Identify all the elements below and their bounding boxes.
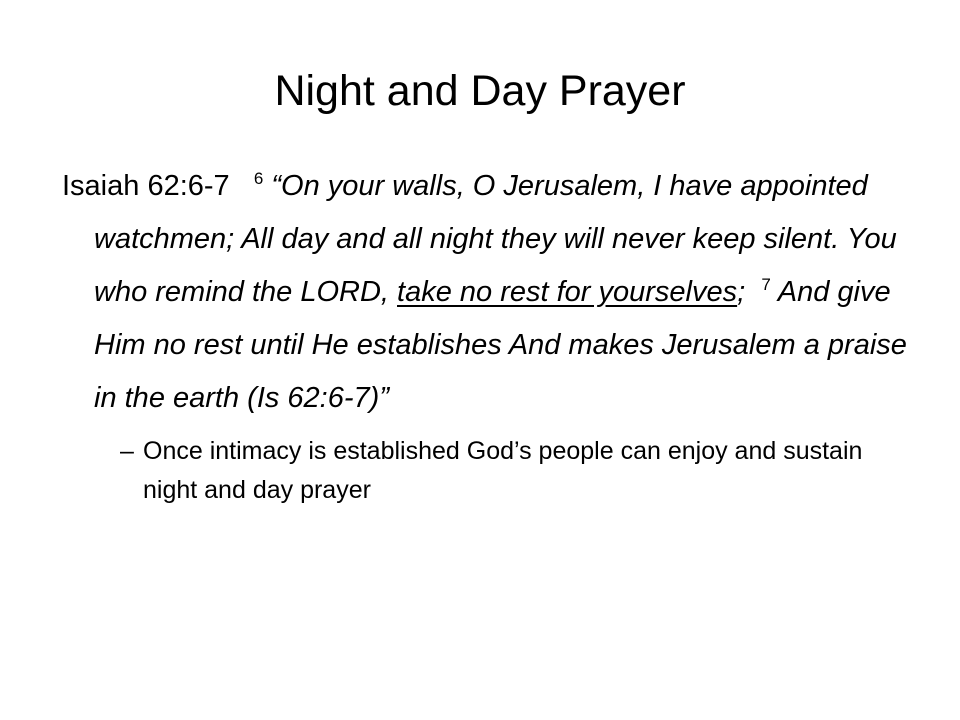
sub-bullet	[67, 432, 908, 510]
quote-part-3: And give Him no rest until He establishes And makes Jerusalem a praise in the earth (Is 62:6-7)”	[94, 276, 907, 414]
quote-part-1: “On your walls, O Jerusalem, I have appointed watchmen; All day and all night they will never keep silent. You who remind the LORD,	[94, 170, 897, 308]
scripture-paragraph	[62, 160, 908, 425]
verse-number-7: 7	[761, 275, 771, 294]
scripture-reference: Isaiah 62:6-7	[62, 170, 230, 202]
slide-title: Night and Day Prayer	[274, 67, 686, 115]
verse-number-6: 6	[253, 169, 264, 188]
sub-bullet-text: Once intimacy is established God’s people can enjoy and sustain night and day prayer	[143, 437, 863, 504]
quote-underlined: take no rest for yourselves	[397, 276, 738, 308]
sub-bullet-marker: –	[120, 437, 134, 465]
quote-part-2: ;	[737, 276, 746, 308]
slide-body	[62, 160, 908, 510]
